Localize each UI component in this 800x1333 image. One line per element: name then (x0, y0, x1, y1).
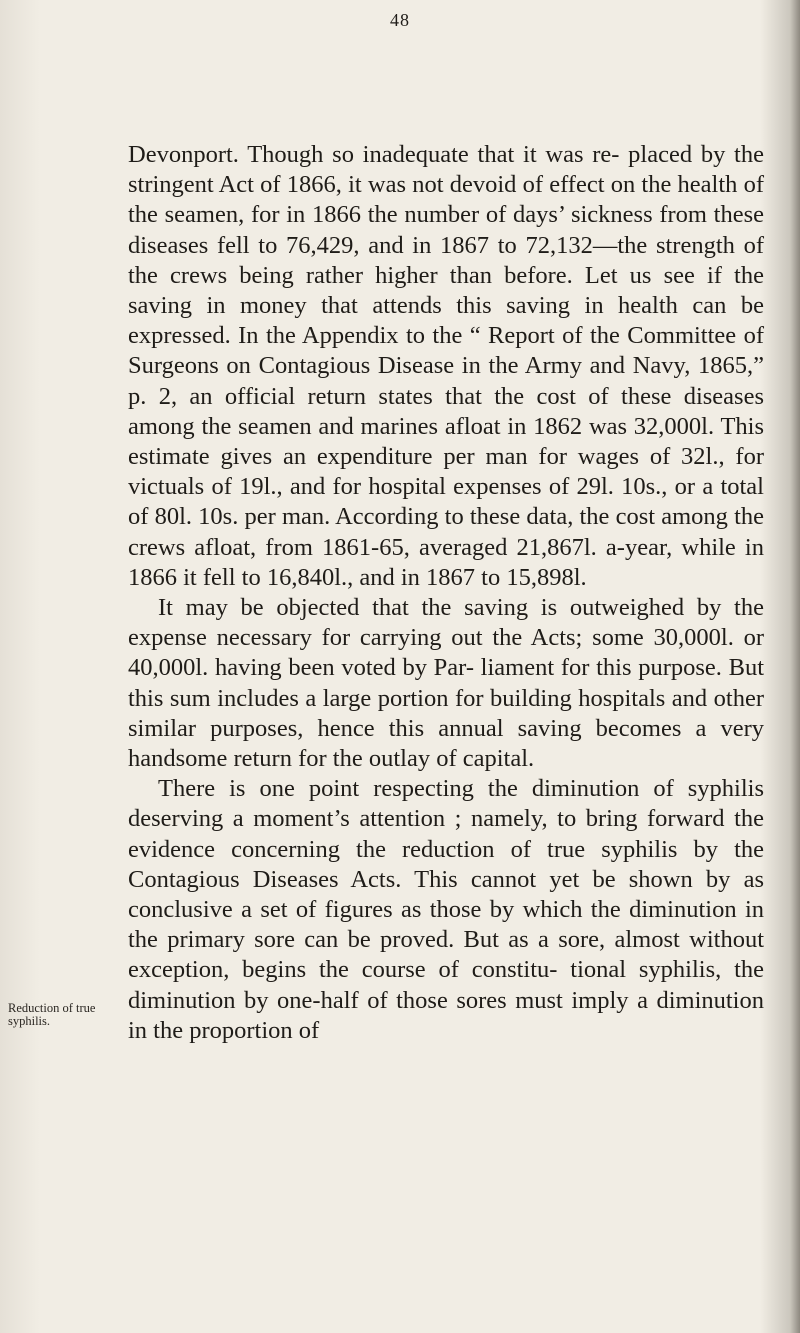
page-number: 48 (390, 10, 410, 30)
body-text (128, 140, 764, 1046)
margin-note: Reduction of true syphilis. (8, 1001, 96, 1028)
paragraph-1: Devonport. Though so inadequate that it was re- placed by the stringent Act of 1866, it was not devoid of effect on the health of the seamen, for in 1866 the number of days’ sickness from these diseases fell to 76,429, and in 1867 to 72,132—the strength of the crews being rather higher than before. Let us see if the saving in money that attends this saving in health can be expressed. In the Appendix to the “ Report of the Committee of Surgeons on Contagious Disease in the Army and Navy, 1865,” p. 2, an official return states that the cost of these diseases among the seamen and marines afloat in 1862 was 32,000l. This estimate gives an expenditure per man for wages of 32l., for victuals of 19l., and for hospital expenses of 29l. 10s., or a total of 80l. 10s. per man. According to these data, the cost among the crews afloat, from 1861-65, averaged 21,867l. a-year, while in 1866 it fell to 16,840l., and in 1867 to 15,898l. (128, 141, 764, 591)
paragraph-2: It may be objected that the saving is outweighed by the expense necessary for carrying out the Acts; some 30,000l. or 40,000l. having been voted by Par- liament for this purpose. But this sum includes a large portion for building hospitals and other similar purposes, hence this annual saving becomes a very handsome return for the outlay of capital. (128, 594, 764, 773)
paragraph-3: There is one point respecting the diminution of syphilis deserving a moment’s attention ; namely, to bring forward the evidence concerning the reduction of true syphilis by the Contagious Diseases Acts. This cannot yet be shown by as conclusive a set of figures as those by which the diminution in the primary sore can be proved. But as a sore, almost without exception, begins the course of constitu- tional syphilis, the diminution by one-half of those sores must imply a diminution in the proportion of (128, 775, 764, 1044)
